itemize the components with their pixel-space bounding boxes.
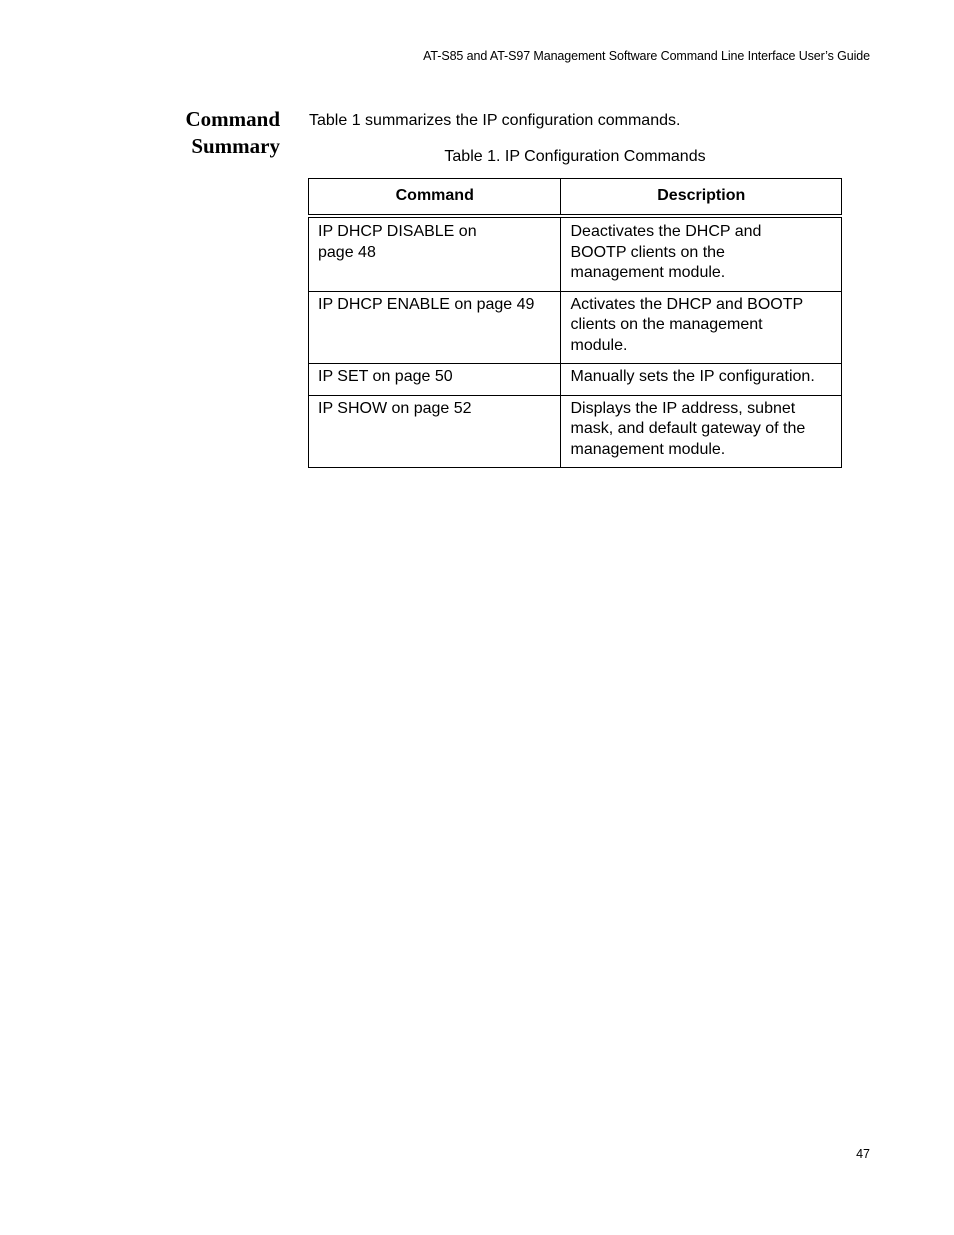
command-cell: IP SHOW on page 52 bbox=[309, 395, 561, 468]
section-heading-line-1: Command bbox=[185, 107, 280, 131]
description-cell: Displays the IP address, subnet mask, and default gateway of the management module. bbox=[561, 395, 842, 468]
section-heading-line-2: Summary bbox=[191, 134, 280, 158]
command-cell: IP SET on page 50 bbox=[309, 364, 561, 396]
command-cell: IP DHCP DISABLE on page 48 bbox=[309, 216, 561, 291]
description-cell: Activates the DHCP and BOOTP clients on the management module. bbox=[561, 291, 842, 364]
table-row bbox=[309, 395, 842, 468]
description-cell: Manually sets the IP configuration. bbox=[561, 364, 842, 396]
table-row bbox=[309, 291, 842, 364]
table-caption: Table 1. IP Configuration Commands bbox=[444, 148, 706, 165]
page-number: 47 bbox=[856, 1147, 870, 1161]
ip-commands-table bbox=[308, 178, 842, 468]
table-row bbox=[309, 216, 842, 291]
command-cell: IP DHCP ENABLE on page 49 bbox=[309, 291, 561, 364]
description-cell: Deactivates the DHCP and BOOTP clients on the management module. bbox=[561, 216, 842, 291]
column-header-description: Description bbox=[561, 179, 842, 217]
intro-paragraph: Table 1 summarizes the IP configuration commands. bbox=[309, 112, 681, 129]
section-heading bbox=[185, 106, 280, 160]
table-row bbox=[309, 364, 842, 396]
table-header-row bbox=[309, 179, 842, 217]
column-header-command: Command bbox=[309, 179, 561, 217]
running-header: AT-S85 and AT-S97 Management Software Command Line Interface User’s Guide bbox=[423, 49, 870, 63]
